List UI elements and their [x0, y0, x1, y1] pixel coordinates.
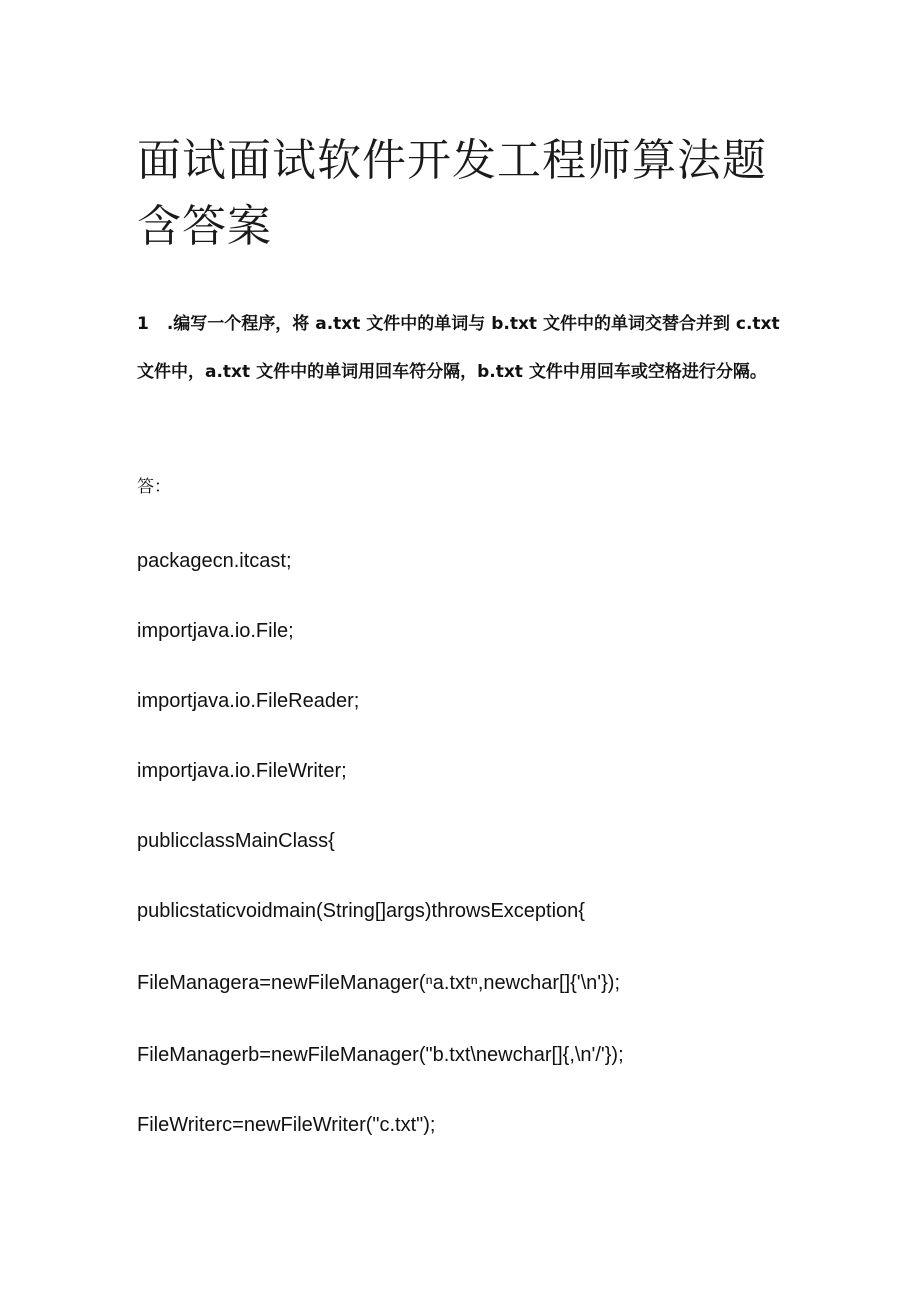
code-line: FileManagerb=newFileManager("b.txt\newchar[]{,\n'/'}); — [137, 1044, 624, 1066]
answer-label: 答： — [137, 477, 171, 497]
code-line: FileManagera=newFileManager(ⁿa.txtⁿ,newchar[]{'\n'}); — [137, 972, 621, 994]
code-line: importjava.io.File; — [137, 620, 294, 642]
code-line: packagecn.itcast; — [137, 550, 292, 572]
question-1 — [137, 300, 792, 396]
code-line: importjava.io.FileWriter; — [137, 760, 347, 782]
code-line: publicstaticvoidmain(String[]args)throwsException{ — [137, 900, 585, 922]
page-title: 面试面试软件开发工程师算法题含答案 — [137, 135, 767, 252]
code-line: importjava.io.FileReader; — [137, 690, 360, 712]
code-line: publicclassMainClass{ — [137, 830, 335, 852]
question-text: .编写一个程序，将 a.txt 文件中的单词与 b.txt 文件中的单词交替合并到 c.txt 文件中，a.txt 文件中的单词用回车符分隔，b.txt 文件中用回车或空格进行分隔。 — [137, 314, 780, 382]
code-line: FileWriterc=newFileWriter("c.txt"); — [137, 1114, 436, 1136]
question-number: 1 — [137, 314, 149, 334]
